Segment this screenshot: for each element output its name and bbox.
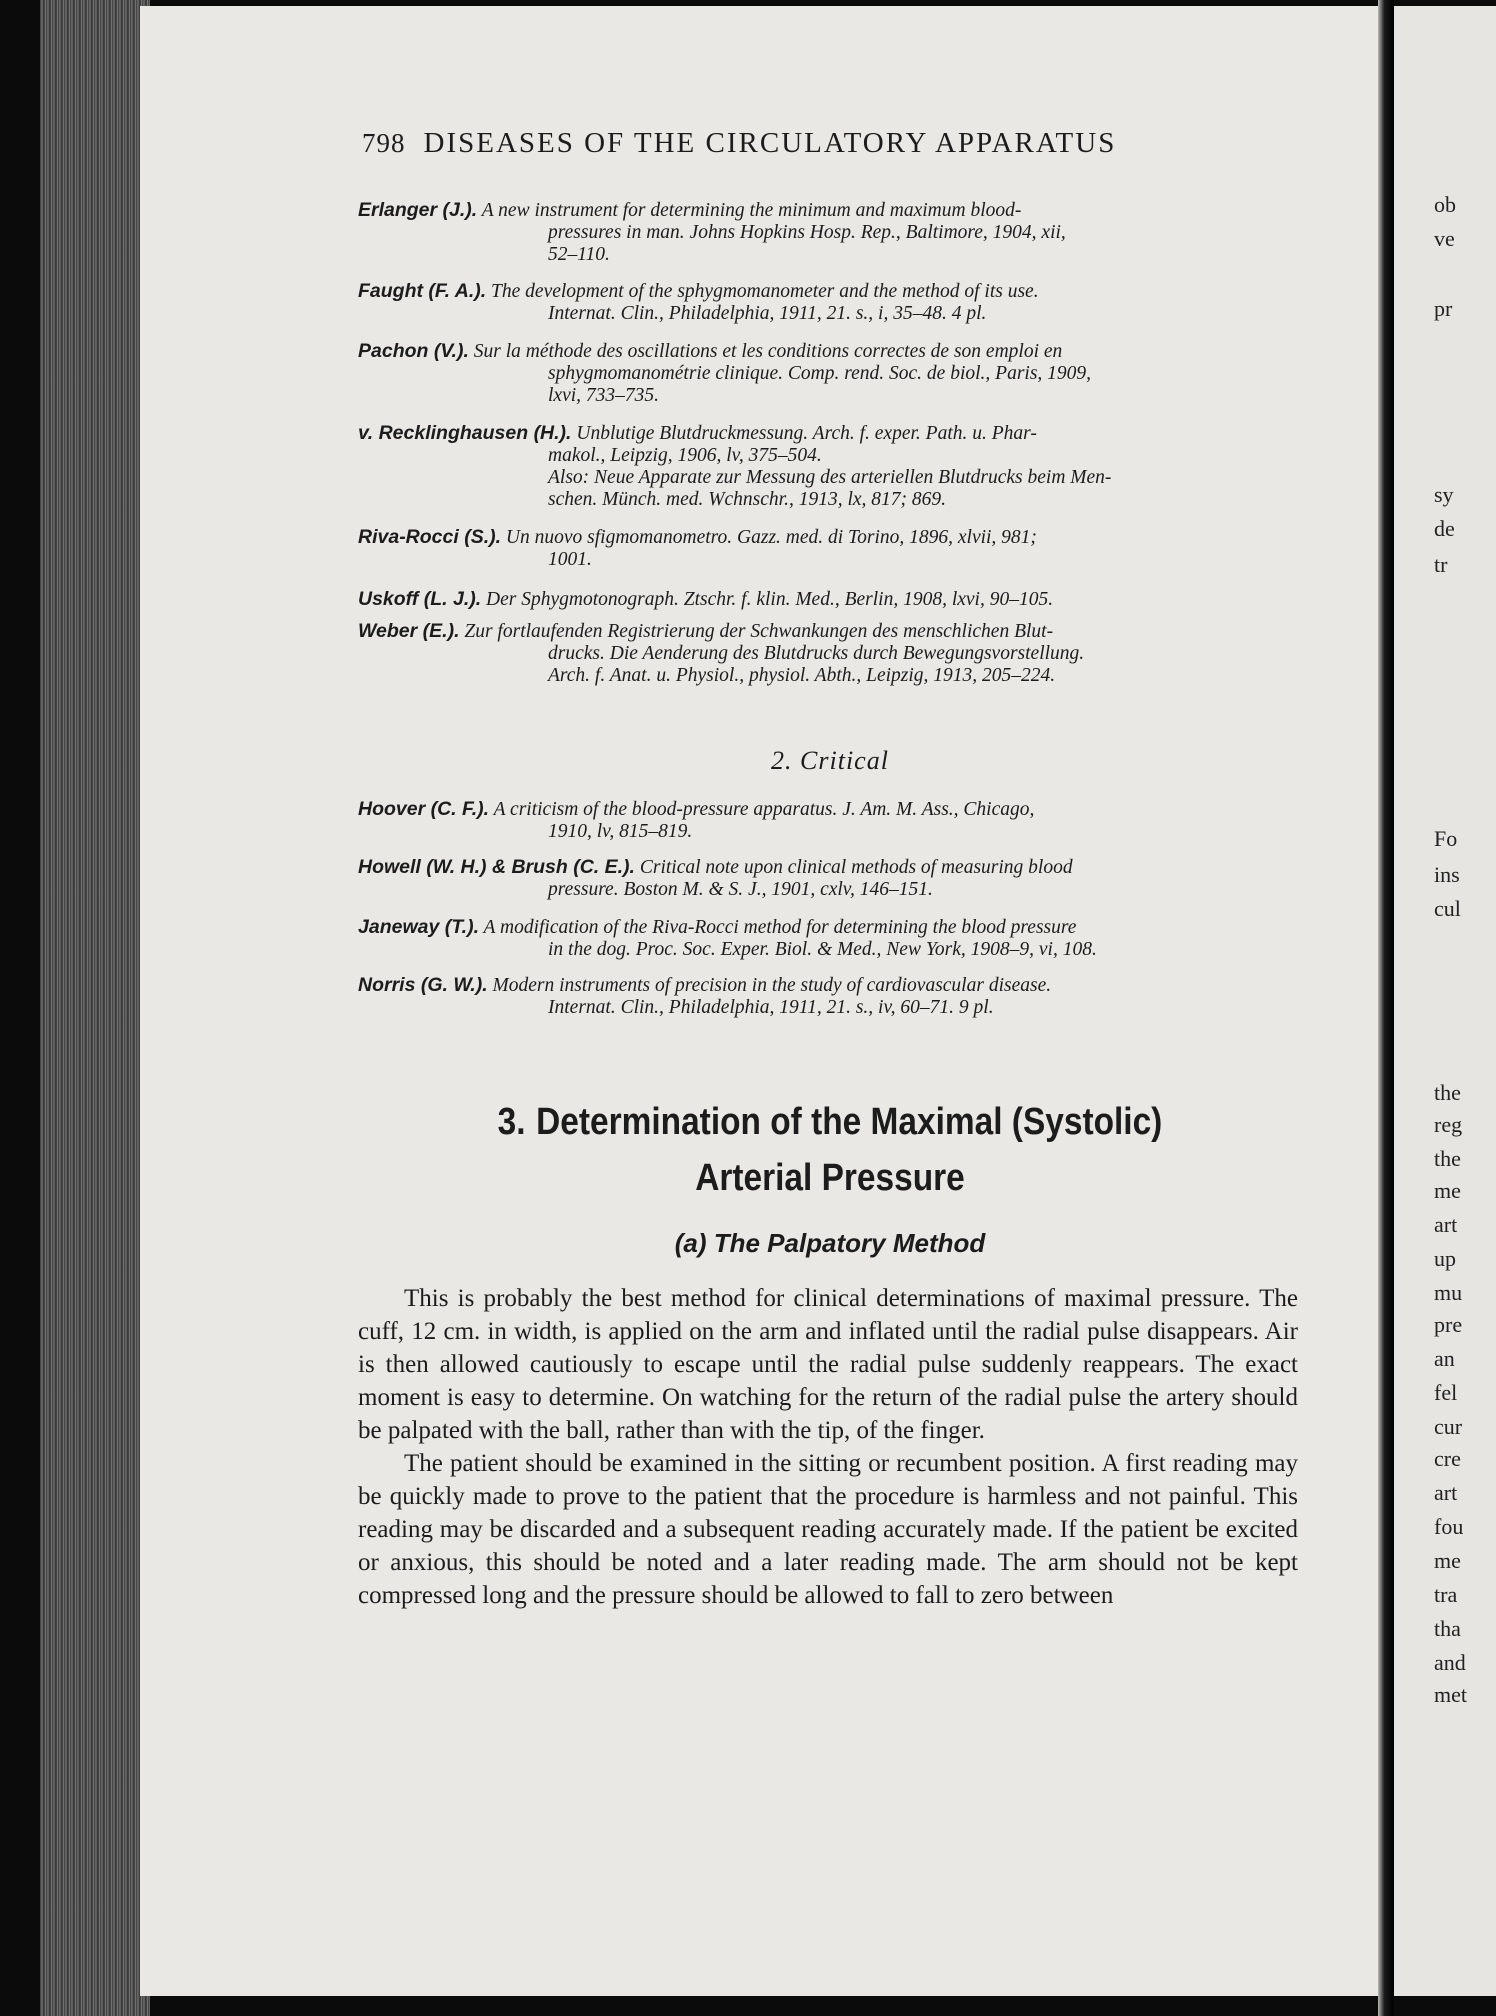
facing-fragment: de: [1434, 516, 1455, 541]
bib-author: v. Recklinghausen (H.).: [358, 422, 572, 444]
subsection-heading: (a) The Palpatory Method: [674, 1228, 986, 1258]
bib-line: The development of the sphygmomanometer and the method of its use.: [491, 281, 1039, 302]
facing-page: [1394, 6, 1496, 1996]
bib-line: schen. Münch. med. Wchnschr., 1913, lx, 817; 869.: [548, 489, 947, 510]
facing-fragment: fou: [1434, 1514, 1464, 1539]
facing-fragment: reg: [1434, 1112, 1463, 1137]
bib-line: Unblutige Blutdruckmessung. Arch. f. exper. Path. u. Phar-: [576, 423, 1037, 444]
facing-fragment: ve: [1434, 226, 1455, 251]
bib-entry-janeway: [358, 916, 1308, 961]
bib-author: Howell (W. H.) & Brush (C. E.).: [358, 856, 635, 878]
running-title: DISEASES OF THE CIRCULATORY APPARATUS: [423, 127, 1117, 159]
bib-author: Pachon (V.).: [358, 340, 469, 362]
bib-line: makol., Leipzig, 1906, lv, 375–504.: [548, 445, 822, 466]
facing-fragment: sy: [1434, 482, 1454, 507]
facing-fragment: cre: [1434, 1446, 1461, 1471]
bib-line: pressure. Boston M. & S. J., 1901, cxlv, 146–151.: [548, 879, 933, 900]
facing-fragment: cur: [1434, 1414, 1463, 1439]
chapter-number: 3.: [497, 1101, 526, 1143]
bib-line: 1001.: [548, 549, 592, 570]
bib-entry-pachon: [358, 340, 1308, 407]
bib-line: Un nuovo sfigmomanometro. Gazz. med. di Torino, 1896, xlvii, 981;: [505, 527, 1037, 548]
bib-line: Internat. Clin., Philadelphia, 1911, 21. s., i, 35–48. 4 pl.: [548, 303, 987, 324]
facing-fragment: cul: [1434, 896, 1461, 921]
chapter-title-line2: Arterial Pressure: [695, 1157, 965, 1199]
bib-line: drucks. Die Aenderung des Blutdrucks durch Bewegungsvorstellung.: [548, 643, 1085, 664]
bib-line: 52–110.: [548, 244, 610, 265]
bib-entry-faught: [358, 280, 1308, 325]
bib-line: Internat. Clin., Philadelphia, 1911, 21. s., iv, 60–71. 9 pl.: [548, 997, 994, 1018]
facing-fragment: art: [1434, 1480, 1458, 1505]
bib-entry-riva-rocci: [358, 526, 1308, 571]
bib-entry-recklinghausen: [358, 422, 1308, 511]
facing-fragment: the: [1434, 1080, 1461, 1105]
page-edges: [40, 0, 150, 2016]
bib-author: Faught (F. A.).: [358, 280, 487, 302]
facing-fragment: Fo: [1434, 826, 1458, 851]
bib-author: Weber (E.).: [358, 620, 460, 642]
facing-fragment: and: [1434, 1650, 1466, 1675]
bib-line: A criticism of the blood-pressure apparatus. J. Am. M. Ass., Chicago,: [493, 799, 1035, 820]
bib-author: Janeway (T.).: [358, 916, 480, 938]
bib-entry-hoover: [358, 798, 1308, 843]
page-number: 798: [362, 128, 406, 158]
bib-entry-howell: [358, 856, 1308, 901]
section-heading-critical: 2. Critical: [771, 746, 889, 775]
bib-author: Uskoff (L. J.).: [358, 588, 482, 610]
bib-line: Arch. f. Anat. u. Physiol., physiol. Abth., Leipzig, 1913, 205–224.: [548, 665, 1056, 686]
facing-fragment: the: [1434, 1146, 1461, 1171]
facing-fragment: me: [1434, 1548, 1461, 1573]
facing-fragment: an: [1434, 1346, 1455, 1371]
facing-fragment: pre: [1434, 1312, 1463, 1337]
facing-fragment: tra: [1434, 1582, 1458, 1607]
bib-line: Critical note upon clinical methods of measuring blood: [639, 857, 1073, 878]
bib-line: A modification of the Riva-Rocci method for determining the blood pressure: [483, 917, 1077, 938]
facing-fragment: tr: [1434, 552, 1448, 577]
facing-fragment: fel: [1434, 1380, 1458, 1405]
running-head: [362, 124, 1242, 160]
facing-fragment: ob: [1434, 192, 1456, 217]
bib-line: Der Sphygmotonograph. Ztschr. f. klin. Med., Berlin, 1908, lxvi, 90–105.: [486, 589, 1054, 610]
paragraph: This is probably the best method for clinical determinations of maximal pressure. The cuff, 12 cm. in width, is applied on the arm and inflated until the radial pulse disappears. Air is then allowed cautiously to escape until the radial pulse suddenly reappears. The exact moment is easy to determine. On watching for the return of the radial pulse the artery should be palpated with the ball, rather than with the tip, of the finger.: [358, 1285, 1298, 1444]
bib-entry-norris: [358, 974, 1308, 1019]
bib-author: Hoover (C. F.).: [358, 798, 490, 820]
facing-fragment: art: [1434, 1212, 1458, 1237]
bib-line: lxvi, 733–735.: [548, 385, 660, 406]
bib-line: Sur la méthode des oscillations et les conditions correctes de son emploi en: [473, 341, 1063, 362]
body-text: [358, 1282, 1298, 1612]
bib-entry-weber: [358, 620, 1308, 687]
facing-fragment: pr: [1434, 296, 1453, 321]
facing-fragment: tha: [1434, 1616, 1461, 1641]
bib-line: Modern instruments of precision in the study of cardiovascular disease.: [492, 975, 1052, 996]
facing-fragment: met: [1434, 1682, 1467, 1707]
facing-fragment: mu: [1434, 1280, 1463, 1305]
bib-author: Norris (G. W.).: [358, 974, 488, 996]
bib-line: Also: Neue Apparate zur Messung des arteriellen Blutdrucks beim Men-: [548, 467, 1112, 488]
bib-entry-erlanger: [358, 199, 1308, 266]
bib-line: pressures in man. Johns Hopkins Hosp. Rep., Baltimore, 1904, xii,: [548, 222, 1066, 243]
bib-line: sphygmomanométrie clinique. Comp. rend. Soc. de biol., Paris, 1909,: [548, 363, 1092, 384]
chapter-title-line1: Determination of the Maximal (Systolic): [536, 1101, 1163, 1143]
bib-line: A new instrument for determining the minimum and maximum blood-: [481, 200, 1022, 221]
bib-line: Zur fortlaufenden Registrierung der Schwankungen des menschlichen Blut-: [464, 621, 1054, 642]
facing-fragment: ins: [1434, 862, 1460, 887]
paragraph: The patient should be examined in the sitting or recumbent position. A first reading may be quickly made to prove to the patient that the procedure is harmless and not painful. This reading may be discarded and a subsequent reading accurately made. If the patient be excited or anxious, this should be noted and a later reading made. The arm should not be kept compressed long and the pressure should be allowed to fall to zero between: [358, 1450, 1298, 1609]
facing-fragment: me: [1434, 1178, 1461, 1203]
chapter-title: [416, 1094, 1243, 1206]
bib-author: Erlanger (J.).: [358, 199, 478, 221]
facing-fragment: up: [1434, 1246, 1456, 1271]
book-gutter: [1378, 0, 1394, 2016]
bib-author: Riva-Rocci (S.).: [358, 526, 502, 548]
bib-line: 1910, lv, 815–819.: [548, 821, 693, 842]
bib-line: in the dog. Proc. Soc. Exper. Biol. & Med., New York, 1908–9, vi, 108.: [548, 939, 1097, 960]
bib-entry-uskoff: [358, 588, 1308, 611]
